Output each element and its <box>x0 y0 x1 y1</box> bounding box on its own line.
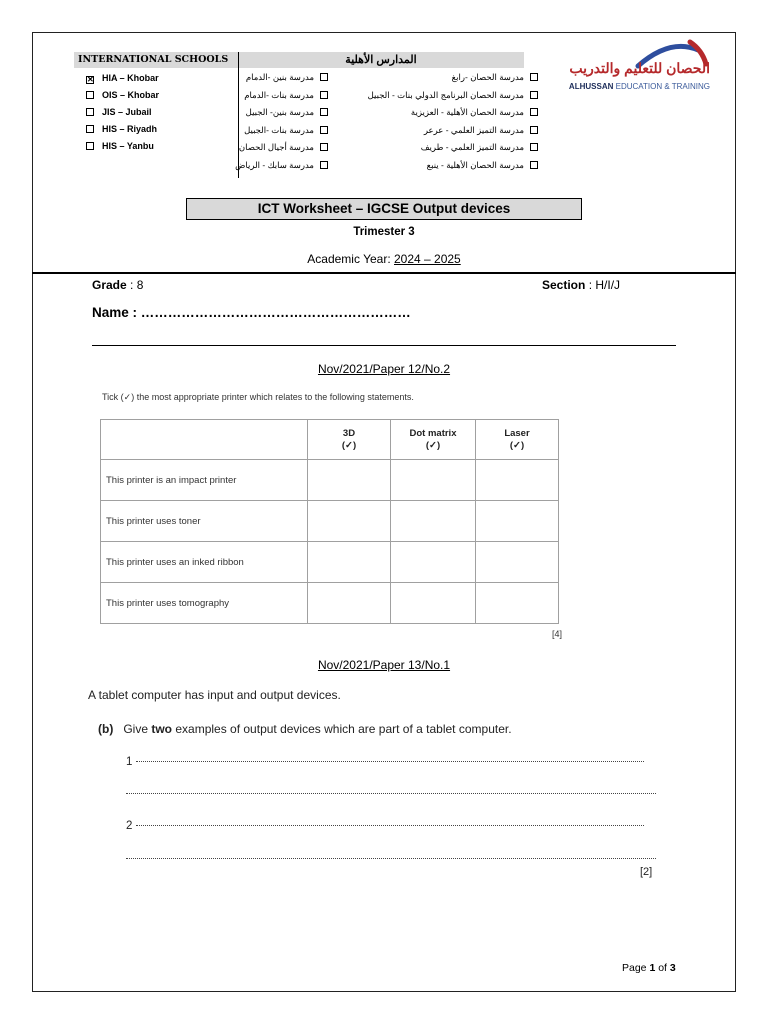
arabic-school-option[interactable]: مدرسة الحصان البرنامج الدولي بنات - الجبيل <box>368 88 538 106</box>
tick-cell-laser[interactable] <box>476 542 559 583</box>
answer-line-2[interactable]: 2 <box>126 820 658 832</box>
tick-cell-3d[interactable] <box>308 501 391 542</box>
arabic-school-option[interactable]: مدرسة التميز العلمي - عرعر <box>368 123 538 141</box>
checkbox-icon[interactable] <box>320 143 328 151</box>
tick-cell-dot-matrix[interactable] <box>391 460 476 501</box>
answer-line-1[interactable]: 1 <box>126 756 658 768</box>
table-row <box>101 501 559 542</box>
table-row <box>101 460 559 501</box>
arabic-schools-column-2 <box>368 70 538 175</box>
arabic-school-option[interactable]: مدرسة بنات -الدمام <box>235 88 328 106</box>
column-dot-matrix: Dot matrix (✓) <box>391 420 476 460</box>
logo-arabic-text: الحصان للتعليم والتدريب <box>569 60 710 76</box>
checked-checkbox-icon[interactable]: ✕ <box>87 75 94 84</box>
international-schools-heading: INTERNATIONAL SCHOOLS <box>74 52 238 68</box>
arabic-school-option[interactable]: مدرسة بنين -الدمام <box>235 70 328 88</box>
statement-cell: This printer uses tomography <box>101 583 308 624</box>
answer-line-1-continued[interactable] <box>126 788 658 800</box>
header-rule <box>32 272 736 274</box>
tick-cell-3d[interactable] <box>308 583 391 624</box>
tick-cell-laser[interactable] <box>476 460 559 501</box>
table-row <box>101 583 559 624</box>
checkbox-icon[interactable] <box>86 125 94 133</box>
checkbox-icon[interactable] <box>530 143 538 151</box>
checkbox-icon[interactable] <box>320 73 328 81</box>
worksheet-title: ICT Worksheet – IGCSE Output devices <box>186 198 582 220</box>
checkbox-icon[interactable] <box>530 91 538 99</box>
checkbox-icon[interactable] <box>530 126 538 134</box>
checkbox-icon[interactable] <box>320 108 328 116</box>
table-header-blank <box>101 420 308 460</box>
checkbox-icon[interactable] <box>320 91 328 99</box>
table-row <box>101 542 559 583</box>
statement-cell: This printer uses an inked ribbon <box>101 542 308 583</box>
name-underline <box>92 345 676 346</box>
trimester-label: Trimester 3 <box>353 226 415 238</box>
checkbox-icon[interactable] <box>320 126 328 134</box>
question-2-part-b: (b) Give two examples of output devices which are part of a tablet computer. <box>98 722 512 736</box>
arabic-school-option[interactable]: مدرسة بنات -الجبيل <box>235 123 328 141</box>
arabic-school-option[interactable]: مدرسة الحصان الأهلية - ينبع <box>368 158 538 176</box>
academic-year: Academic Year: 2024 – 2025 <box>307 252 461 266</box>
tick-cell-3d[interactable] <box>308 542 391 583</box>
arabic-school-option[interactable]: مدرسة التميز العلمي - طريف <box>368 140 538 158</box>
tick-cell-3d[interactable] <box>308 460 391 501</box>
checkbox-icon[interactable] <box>86 91 94 99</box>
question-2-marks: [2] <box>640 866 653 878</box>
school-option-hia[interactable]: ✕ HIA – Khobar <box>87 73 159 84</box>
arabic-school-option[interactable]: مدرسة بنين- الجبيل <box>235 105 328 123</box>
statement-cell: This printer is an impact printer <box>101 460 308 501</box>
checkbox-icon[interactable] <box>86 108 94 116</box>
arabic-schools-column-1 <box>235 70 328 175</box>
question-1-instruction: Tick (✓) the most appropriate printer which relates to the following statements. <box>102 392 414 402</box>
section-field: Section : H/I/J <box>542 278 621 292</box>
tick-cell-dot-matrix[interactable] <box>391 583 476 624</box>
arabic-schools-heading: المدارس الأهلية <box>238 52 524 68</box>
tick-cell-laser[interactable] <box>476 501 559 542</box>
table-header-row <box>101 420 559 460</box>
school-option-his-yanbu[interactable]: HIS – Yanbu <box>86 139 159 156</box>
tick-cell-dot-matrix[interactable] <box>391 542 476 583</box>
question-2-intro: A tablet computer has input and output devices. <box>88 688 341 702</box>
arabic-school-option[interactable]: مدرسة أجيال الحصان <box>235 140 328 158</box>
school-option-jis[interactable]: JIS – Jubail <box>86 105 159 122</box>
statement-cell: This printer uses toner <box>101 501 308 542</box>
grade-field: Grade : 8 <box>92 278 144 292</box>
checkbox-icon[interactable] <box>86 142 94 150</box>
name-field[interactable]: Name : …………………………………………………… <box>92 305 411 320</box>
tick-cell-laser[interactable] <box>476 583 559 624</box>
arabic-school-option[interactable]: مدرسة الحصان -رابغ <box>368 70 538 88</box>
page-number: Page 1 of 3 <box>622 962 676 974</box>
answer-line-2-continued[interactable] <box>126 853 658 865</box>
school-option-ois[interactable]: OIS – Khobar <box>86 88 159 105</box>
printer-table <box>100 419 559 624</box>
question-1-marks: [4] <box>552 629 563 639</box>
question-2-reference: Nov/2021/Paper 13/No.1 <box>317 658 451 672</box>
question-1-reference: Nov/2021/Paper 12/No.2 <box>317 362 451 376</box>
column-laser: Laser (✓) <box>476 420 559 460</box>
logo-english-text: ALHUSSAN EDUCATION & TRAINING <box>568 82 710 91</box>
international-schools-list <box>86 71 159 156</box>
checkbox-icon[interactable] <box>530 73 538 81</box>
checkbox-icon[interactable] <box>530 108 538 116</box>
school-option-his-riyadh[interactable]: HIS – Riyadh <box>86 122 159 139</box>
arabic-school-option[interactable]: مدرسة سابك - الرياض <box>235 158 328 176</box>
column-3d: 3D (✓) <box>308 420 391 460</box>
tick-cell-dot-matrix[interactable] <box>391 501 476 542</box>
checkbox-icon[interactable] <box>530 161 538 169</box>
checkbox-icon[interactable] <box>320 161 328 169</box>
arabic-school-option[interactable]: مدرسة الحصان الأهلية - العزيزية <box>368 105 538 123</box>
